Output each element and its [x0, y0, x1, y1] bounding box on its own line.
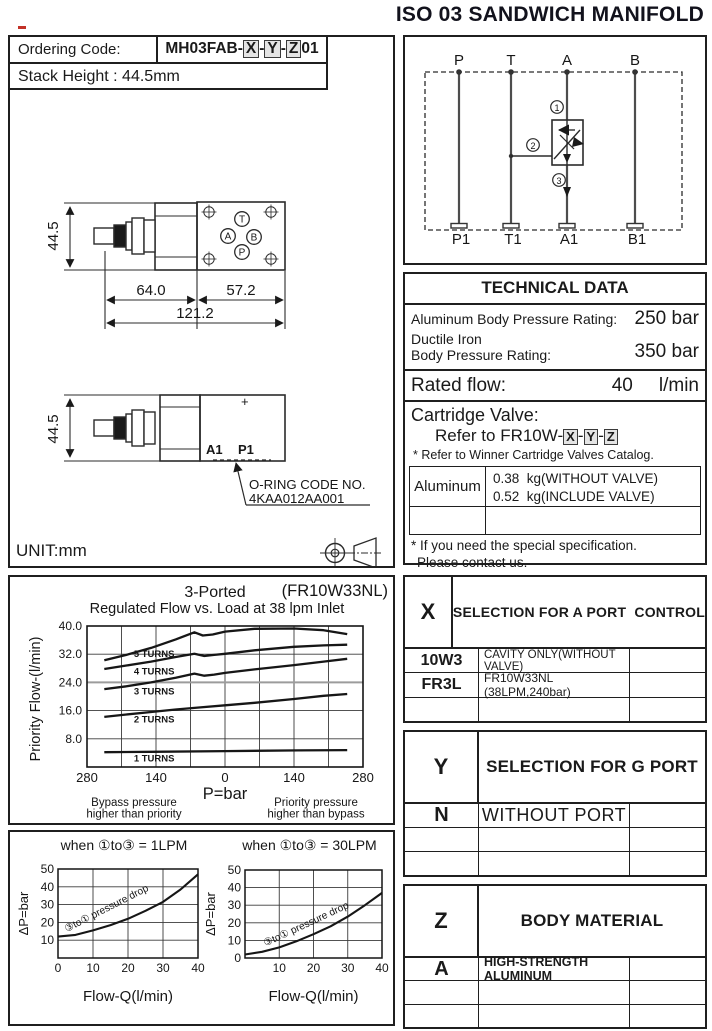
- option-extra: [630, 1005, 705, 1027]
- schem-port-b1: B1: [627, 231, 647, 248]
- y-tick-label: 20: [40, 915, 54, 930]
- port-p-label: P: [238, 247, 246, 259]
- option-desc: [479, 981, 630, 1003]
- option-code: FR3L: [405, 673, 479, 696]
- schem-port-a1: A1: [559, 231, 579, 248]
- option-extra: [630, 649, 705, 672]
- series-label: 2 TURNS: [133, 714, 175, 726]
- chart-corner-label: (FR10W33NL): [281, 582, 388, 600]
- series-label: 1 TURNS: [133, 753, 175, 765]
- footnote-line-1: * If you need the special specification.: [411, 538, 637, 553]
- callout-circles: [527, 101, 566, 187]
- table-row: [405, 698, 705, 721]
- series-label: 4 TURNS: [133, 666, 175, 678]
- port-pads: [451, 224, 643, 229]
- port-t-label: T: [238, 214, 246, 226]
- weight-line-1: 0.38 kg(WITHOUT VALVE): [493, 471, 659, 486]
- cartridge-valve-section: [405, 402, 705, 464]
- x-tick-label: 30: [156, 961, 170, 975]
- code-prefix: MH03FAB-: [165, 40, 243, 57]
- note-left: Bypass pressure: [91, 797, 177, 809]
- x-tick-label: 280: [76, 770, 98, 785]
- rated-flow-unit: l/min: [658, 374, 699, 396]
- option-desc: [479, 828, 630, 851]
- drawing-panel: [8, 35, 395, 568]
- table-x-title: SELECTION FOR A PORT CONTROL: [452, 604, 705, 620]
- series-2-turns: [104, 694, 347, 717]
- manifold-boundary: [425, 72, 682, 230]
- y-axis-label: Priority Flow-(l/min): [28, 636, 44, 762]
- table-row: [405, 955, 705, 984]
- rated-flow-row: [405, 371, 705, 402]
- x-axis-label: Flow-Q(l/min): [83, 988, 173, 1005]
- y-tick-label: 50: [40, 862, 54, 876]
- option-desc: CAVITY ONLY(WITHOUT VALVE): [479, 649, 630, 672]
- table-x-header: [405, 577, 705, 649]
- code-suffix: 01: [301, 40, 319, 57]
- hydraulic-schematic: [405, 37, 705, 263]
- option-desc: [479, 698, 630, 721]
- schem-port-t1: T1: [504, 231, 522, 248]
- pressure-drop-panel: [8, 830, 395, 1026]
- x-tick-label: 140: [283, 770, 305, 785]
- table-row: [405, 981, 705, 1004]
- plus-mark: +: [241, 394, 249, 409]
- cartridge-note: * Refer to Winner Cartridge Valves Catalog.: [413, 448, 654, 462]
- cartridge-title: Cartridge Valve:: [411, 405, 539, 425]
- x-tick-label: 10: [86, 961, 100, 975]
- callout-3: 3: [556, 176, 562, 186]
- y-tick-label: 50: [227, 863, 241, 877]
- y-axis-label: ΔP=bar: [203, 892, 218, 936]
- technical-data-panel: [403, 272, 707, 570]
- x-tick-label: 0: [221, 770, 229, 785]
- table-y-title: SELECTION FOR G PORT: [486, 757, 698, 776]
- table-row: [405, 1005, 705, 1027]
- chart-subtitle: Regulated Flow vs. Load at 38 lpm Inlet: [89, 601, 345, 617]
- y-tick-label: 10: [40, 933, 54, 948]
- table-z-code: Z: [405, 886, 479, 956]
- footnote-line-2: Please contact us.: [417, 554, 528, 570]
- x-tick-label: 40: [375, 961, 389, 975]
- dim-57-2: 57.2: [226, 282, 256, 299]
- option-desc: WITHOUT PORT: [479, 804, 630, 827]
- ductile-label-line1: Ductile Iron: [411, 331, 482, 347]
- dim-64-0: 64.0: [136, 282, 166, 299]
- option-extra: [630, 852, 705, 875]
- selection-table-y: [403, 730, 707, 877]
- cartridge-refer-line: [411, 426, 699, 446]
- option-extra: [630, 981, 705, 1003]
- table-z-title: BODY MATERIAL: [520, 911, 664, 930]
- ordering-code-box: [8, 35, 328, 90]
- p1-label: P1: [238, 442, 254, 457]
- code-sep-1: -: [259, 40, 265, 57]
- x-tick-label: 20: [121, 961, 135, 975]
- x-tick-label: 30: [341, 961, 355, 975]
- table-row: [405, 852, 705, 875]
- code-sep-2: -: [280, 40, 286, 57]
- weight-line-2: 0.52 kg(INCLUDE VALVE): [493, 488, 655, 504]
- oring-text-2: 4KAA012AA001: [249, 491, 345, 506]
- table-row: [405, 649, 705, 673]
- weight-material: Aluminum: [410, 467, 486, 506]
- x-tick-label: 140: [145, 770, 167, 785]
- x-tick-label: 40: [191, 961, 205, 975]
- weight-row-empty: [410, 507, 700, 534]
- adjust-knob-side: [94, 410, 155, 446]
- port-lines: [459, 72, 635, 225]
- x-axis-label: Flow-Q(l/min): [268, 988, 359, 1005]
- option-extra: [630, 698, 705, 721]
- weight-row-aluminum: [410, 467, 700, 507]
- dim-121-2: 121.2: [176, 305, 214, 322]
- cartridge-box-x: X: [563, 429, 578, 445]
- rated-flow-label: Rated flow:: [411, 374, 507, 396]
- dim-44-5-side: 44.5: [45, 414, 62, 444]
- option-desc: [479, 1005, 630, 1027]
- projection-target-icon: [320, 538, 350, 566]
- dimension-drawings: [10, 37, 393, 566]
- rated-flow-value: 40: [611, 374, 633, 396]
- option-desc: [479, 852, 630, 875]
- y-tick-label: 16.0: [58, 703, 82, 718]
- series-1-turns: [104, 750, 347, 752]
- x-tick-label: 0: [54, 961, 62, 975]
- weight-material-empty: [410, 507, 486, 534]
- ordering-code-label: Ordering Code:: [10, 37, 158, 62]
- option-code: [405, 828, 479, 851]
- cartridge-box-z: Z: [604, 429, 618, 445]
- schem-port-b: B: [629, 52, 641, 69]
- schem-port-t: T: [506, 52, 516, 69]
- schem-port-p1: P1: [451, 231, 471, 248]
- cartridge-refer-prefix: Refer to FR10W-: [435, 426, 564, 445]
- flow-control-valve: [511, 120, 584, 197]
- option-extra: [630, 828, 705, 851]
- selection-table-z: [403, 884, 707, 1029]
- a1-label: A1: [206, 442, 223, 457]
- main-chart-panel: [8, 575, 395, 825]
- page-title: ISO 03 SANDWICH MANIFOLD: [395, 3, 704, 26]
- pressure-rating-section: [405, 305, 705, 371]
- ductile-rating-value: 350 bar: [634, 341, 699, 362]
- option-extra: [630, 958, 705, 980]
- table-y-header: [405, 732, 705, 804]
- table-y-code: Y: [405, 732, 479, 802]
- note-left: higher than priority: [86, 808, 182, 821]
- ductile-rating-label: [411, 331, 551, 363]
- option-code: [405, 698, 479, 721]
- y-tick-label: 24.0: [58, 675, 82, 690]
- y-tick-label: 20: [227, 915, 241, 930]
- table-row: [405, 673, 705, 697]
- weight-values: [486, 467, 700, 506]
- option-code: 10W3: [405, 649, 479, 672]
- table-row: [405, 828, 705, 852]
- table-row: [405, 804, 705, 828]
- y-tick-label: 0: [234, 951, 241, 965]
- y-tick-label: 40: [227, 880, 241, 895]
- y-tick-label: 8.0: [65, 731, 82, 746]
- y-tick-label: 10: [227, 933, 241, 948]
- curve-label: ③to① pressure drop: [262, 900, 351, 950]
- option-code: [405, 1005, 479, 1027]
- option-code: N: [405, 804, 479, 827]
- oring-text-1: O-RING CODE NO.: [249, 477, 366, 492]
- callout-2: 2: [530, 141, 536, 151]
- dimension-lines-top: [64, 203, 285, 329]
- x-tick-label: 20: [306, 961, 321, 975]
- option-extra: [630, 673, 705, 696]
- red-registration-mark: [18, 26, 26, 29]
- weight-values-empty: [486, 507, 700, 534]
- chart-title: 3-Ported: [184, 584, 246, 601]
- stack-height-label: Stack Height : 44.5mm: [18, 68, 180, 85]
- y-tick-label: 40: [40, 879, 54, 894]
- ordering-code-row: [10, 37, 326, 64]
- aluminum-rating-label: Aluminum Body Pressure Rating:: [411, 311, 618, 327]
- series-label: 3 TURNS: [133, 686, 175, 698]
- table-x-code: X: [405, 577, 453, 647]
- x-axis-label: P=bar: [202, 785, 248, 803]
- option-code: [405, 852, 479, 875]
- series-label: 5 TURNS: [133, 649, 175, 661]
- cartridge-sep-2: -: [598, 426, 604, 445]
- ductile-label-line2: Body Pressure Rating:: [411, 347, 552, 363]
- schem-port-p: P: [453, 52, 465, 69]
- y-tick-label: 30: [40, 897, 54, 912]
- face-ports: [221, 212, 262, 260]
- chart-title: when ①to③ = 1LPM: [60, 837, 188, 853]
- schematic-panel: [403, 35, 707, 265]
- note-right: higher than bypass: [267, 808, 365, 821]
- code-box-x: X: [243, 40, 259, 58]
- chart-title: when ①to③ = 30LPM: [242, 837, 377, 853]
- y-tick-label: 40.0: [58, 619, 82, 633]
- note-right: Priority pressure: [274, 797, 358, 809]
- port-a-label: A: [224, 231, 232, 243]
- table-z-header: [405, 886, 705, 958]
- option-desc: FR10W33NL (38LPM,240bar): [479, 673, 630, 696]
- option-code: A: [405, 958, 479, 980]
- option-code: [405, 981, 479, 1003]
- y-axis-label: ΔP=bar: [16, 891, 31, 936]
- port-b-label: B: [250, 232, 258, 244]
- option-desc: HIGH-STRENGTH ALUMINUM: [479, 958, 630, 980]
- port-dots: [456, 69, 638, 158]
- projection-cone-icon: [348, 538, 382, 566]
- option-extra: [630, 804, 705, 827]
- pressure-drop-charts: [10, 832, 393, 1024]
- aluminum-rating-value: 250 bar: [634, 308, 699, 329]
- x-tick-label: 280: [352, 770, 374, 785]
- code-box-y: Y: [264, 40, 280, 58]
- y-tick-label: 32.0: [58, 647, 82, 662]
- code-box-z: Z: [286, 40, 301, 58]
- cartridge-box-y: Y: [584, 429, 599, 445]
- adjust-knob-top: [94, 218, 155, 254]
- y-tick-label: 30: [227, 898, 241, 913]
- callout-1: 1: [554, 103, 560, 113]
- dim-44-5-top: 44.5: [45, 221, 62, 251]
- cartridge-sep-1: -: [577, 426, 584, 445]
- x-tick-label: 10: [272, 961, 286, 975]
- selection-table-x: [403, 575, 707, 723]
- ordering-code-value: [158, 37, 326, 62]
- regulated-flow-chart: [10, 577, 393, 823]
- unit-note: UNIT:mm: [16, 541, 87, 560]
- special-spec-footnote: [405, 535, 705, 572]
- curve-label: ③to① pressure drop: [63, 883, 151, 935]
- weight-table: [409, 466, 701, 535]
- schem-port-a: A: [561, 52, 573, 69]
- technical-data-header: TECHNICAL DATA: [405, 274, 705, 305]
